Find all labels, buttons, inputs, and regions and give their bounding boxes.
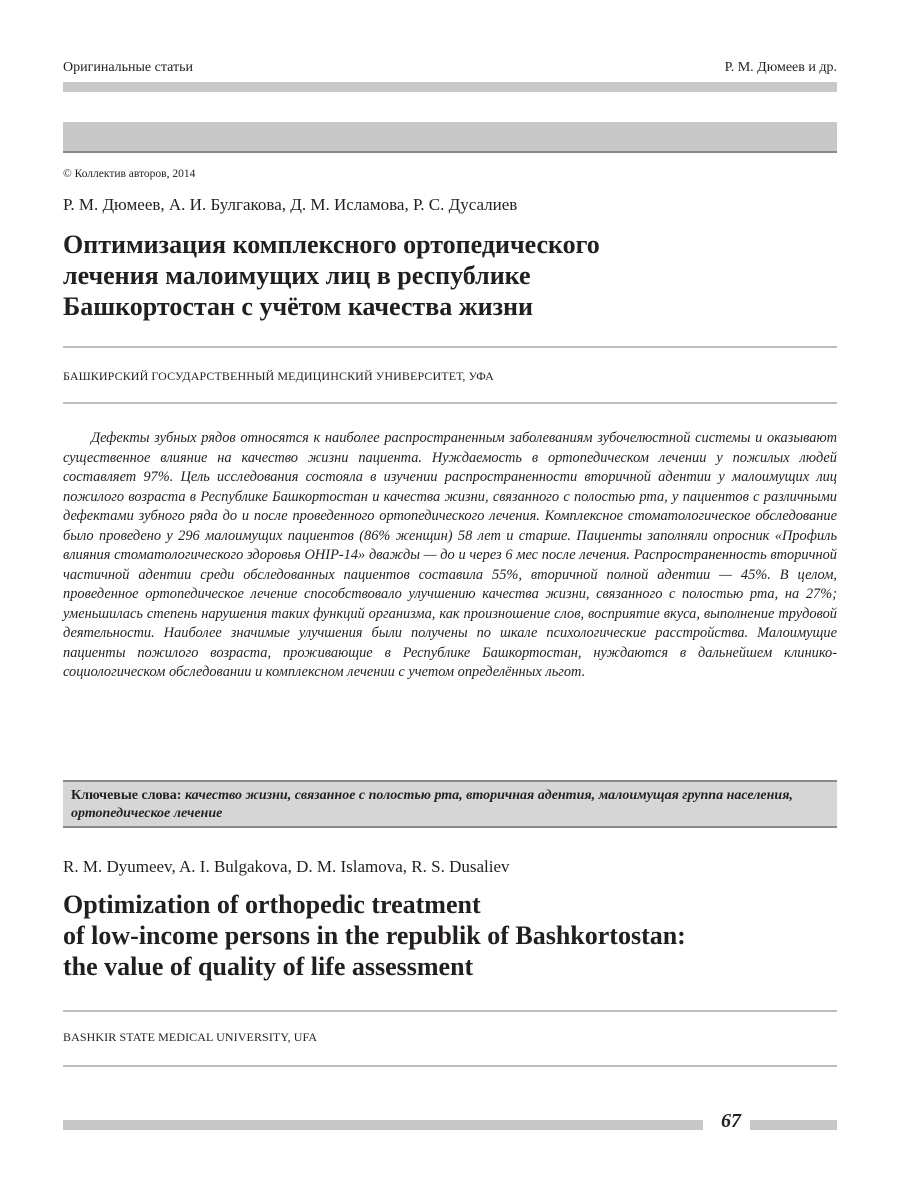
divider	[63, 1010, 837, 1012]
en-affiliation: BASHKIR STATE MEDICAL UNIVERSITY, UFA	[63, 1030, 318, 1044]
header-rule	[63, 82, 837, 92]
en-title-line: Optimization of orthopedic treatment	[63, 890, 481, 919]
keywords-list: качество жизни, связанное с полостью рта, вторичная адентия, малоимущая группа населения, ортопедическое лечение	[71, 788, 793, 821]
ru-abstract: Дефекты зубных рядов относятся к наиболее распространенным заболеваниям зубочелюстной системы и оказывают существенное влияние на качество жизни пациента. Нуждаемость в ортопедическом лечении у пожилых людей составляет 97%. Цель исследования состояла в изучении распространенности вторичной адентии у малоимущих лиц пожилого возраста в Республике Башкортостан и качества жизни, связанного с полостью рта, у пациентов с различными дефектами зубного ряда до и после проведенного ортопедического лечения. Комплексное стоматологическое обследование было проведено у 296 малоимущих пациентов (86% женщин) 58 лет и старше. Пациенты заполняли опросник «Профиль влияния стоматологического здоровья OHIP-14» дважды — до и через 6 мес после лечения. Распространенность вторичной частичной адентии среди обследованных пациентов составила 55%, вторичной полной адентии — 45%. В целом, проведенное ортопедическое лечение способствовало улучшению качества жизни, связанного с полостью рта, на 27%; уменьшилась степень нарушения таких функций организма, как произношение слов, восприятие вкуса, выполнение трудовой деятельности. Наиболее значимые улучшения были получены по шкале психологические расстройства. Малоимущие пациенты пожилого возраста, проживающие в Республике Башкортостан, нуждаются в дальнейшем клинико-социологическом обследовании и комплексном лечении с учетом определённых льгот.	[63, 430, 837, 680]
header-band	[63, 122, 837, 153]
divider	[63, 1065, 837, 1067]
en-title	[63, 889, 863, 982]
footer-rule	[63, 1120, 703, 1130]
ru-title-line: лечения малоимущих лиц в республике	[63, 261, 531, 290]
ru-title-line: Башкортостан с учётом качества жизни	[63, 292, 533, 321]
running-authors: Р. М. Дюмеев и др.	[724, 60, 837, 75]
ru-title	[63, 229, 823, 322]
keywords-label: Ключевые слова:	[71, 788, 182, 803]
copyright-line: © Коллектив авторов, 2014	[63, 168, 196, 180]
keywords-box	[63, 780, 837, 828]
divider	[63, 346, 837, 348]
page-number: 67	[721, 1110, 741, 1132]
running-section-title: Оригинальные статьи	[63, 60, 193, 75]
ru-title-line: Оптимизация комплексного ортопедического	[63, 230, 600, 259]
ru-authors: Р. М. Дюмеев, А. И. Булгакова, Д. М. Исламова, Р. С. Дусалиев	[63, 195, 518, 214]
en-authors: R. M. Dyumeev, A. I. Bulgakova, D. M. Islamova, R. S. Dusaliev	[63, 857, 510, 876]
divider	[63, 402, 837, 404]
en-title-line: of low-income persons in the republik of Bashkortostan:	[63, 921, 686, 950]
en-title-line: the value of quality of life assessment	[63, 952, 474, 981]
footer-rule	[750, 1120, 837, 1130]
keywords	[71, 787, 811, 823]
ru-affiliation: БАШКИРСКИЙ ГОСУДАРСТВЕННЫЙ МЕДИЦИНСКИЙ УНИВЕРСИТЕТ, УФА	[63, 369, 494, 383]
